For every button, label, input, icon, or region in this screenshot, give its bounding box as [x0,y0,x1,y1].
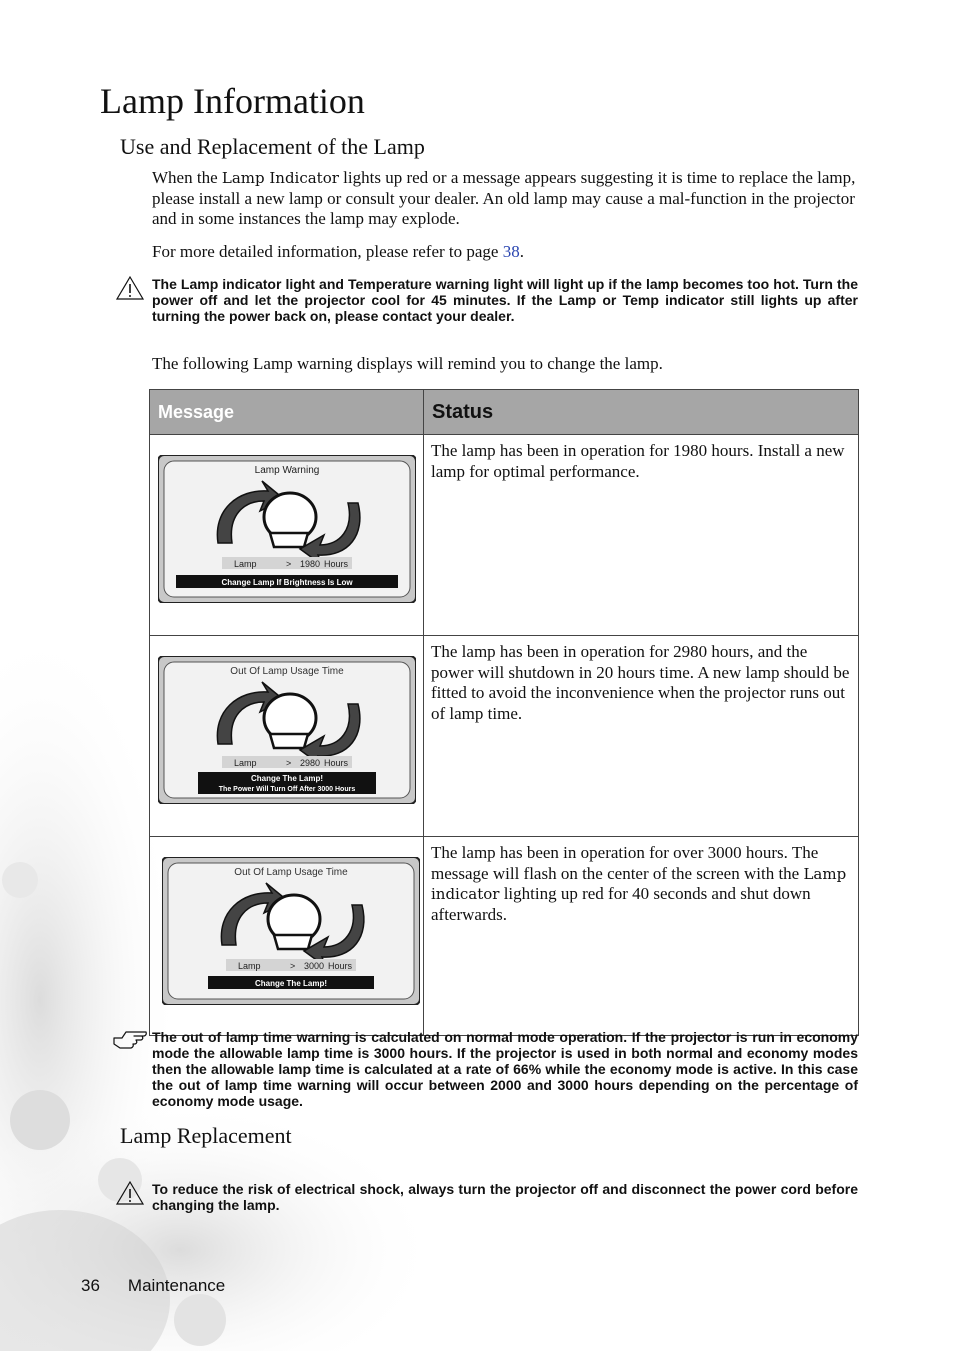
lamp-indicator-term: Lamp indicator [431,864,847,903]
message-cell [150,636,424,837]
intro-text-end: lights up red or a message appears suggesting it is time to replace the lamp, please install a new lamp or consult your dealer. An old lamp may cause a mal-function in the projector and in some instances the lamp may explode. [152,168,856,228]
screen-lamp-label: Lamp [238,961,261,971]
table-row [150,636,859,837]
refer-text: For more detailed information, please refer to page [152,242,503,261]
warning-triangle-icon [115,275,145,301]
screen-banner-line1: Change The Lamp! [250,774,324,783]
out-of-lamp-time-screenshot [158,656,416,804]
screen-hours-label: Hours [324,559,349,569]
refer-paragraph [152,242,858,263]
refer-text-end: . [519,242,524,261]
screen-hours-label: Hours [328,961,353,971]
screen-lamp-label: Lamp [234,559,257,569]
screen-hours-value: 3000 [304,961,325,971]
page-reference-link[interactable]: 38 [502,242,520,261]
warning-triangle-icon [115,1180,145,1206]
screen-title: Lamp Warning [254,465,320,476]
section-heading-use-replacement: Use and Replacement of the Lamp [120,134,425,159]
status-text: The lamp has been in operation for over 3000 hours. The message will flash on the center of the screen with the [431,843,819,883]
screen-hours-value: 2980 [300,758,321,768]
status-cell [424,636,859,837]
status-text-end: lighting up red for 40 seconds and shut down afterwards. [431,884,811,924]
page-footer [81,1276,253,1296]
lamp-warning-table [149,389,859,1036]
table-intro-paragraph: The following Lamp warning displays will remind you to change the lamp. [152,354,663,373]
screen-hours-value: 1980 [300,559,321,569]
screen-hours-label: Hours [324,758,349,768]
status-text: The lamp has been in operation for 1980 hours. Install a new lamp for optimal performance. [431,441,845,481]
table-row [150,837,859,1036]
page-title: Lamp Information [100,81,365,121]
screen-banner-line2: The Power Will Turn Off After 3000 Hours [218,786,356,793]
status-cell [424,837,859,1036]
screen-banner: Change The Lamp! [254,979,328,988]
table-row [150,435,859,636]
note-hand-icon [112,1028,148,1050]
header-status: Status [424,390,859,435]
screen-title: Out Of Lamp Usage Time [230,666,344,677]
intro-text-start: When the [152,168,222,187]
message-cell [150,435,424,636]
header-message: Message [150,390,424,435]
intro-paragraph [152,168,858,230]
status-cell [424,435,859,636]
table-header-row [150,390,859,435]
economy-mode-note: The out of lamp time warning is calculated on normal mode operation. If the projector is run in economy mode the allowable lamp time is 3000 hours. If the projector is used in both normal and economy modes then the allowable lamp time is calculated at a rate of 66% while the economy mode is active. In this case the out of lamp time warning will occur between 2000 and 3000 hours depending on the percentage of economy mode usage. [152,1029,858,1109]
temperature-warning-note: The Lamp indicator light and Temperature warning light will light up if the lamp becomes too hot. Turn the power off and let the projector cool for 45 minutes. If the Lamp or Temp indicator still lights up after turning the power back on, please contact your dealer. [152,276,858,324]
lamp-warning-screenshot [158,455,416,603]
screen-title: Out Of Lamp Usage Time [234,867,348,878]
footer-section-name: Maintenance [127,1276,226,1295]
lamp-time-exceeded-screenshot [162,857,420,1005]
page-number: 36 [81,1276,100,1295]
status-text: The lamp has been in operation for 2980 hours, and the power will shutdown in 20 hours time. A new lamp should be fitted to avoid the inconvenience when the projector runs out of lamp time. [431,642,850,723]
message-cell [150,837,424,1036]
screen-arrow: > [290,961,296,971]
screen-arrow: > [286,559,292,569]
lamp-indicator-term: Lamp Indicator [221,169,339,187]
screen-arrow: > [286,758,292,768]
electrical-shock-warning: To reduce the risk of electrical shock, always turn the projector off and disconnect the power cord before changing the lamp. [152,1181,858,1213]
section-heading-lamp-replacement: Lamp Replacement [120,1123,292,1148]
screen-lamp-label: Lamp [234,758,257,768]
screen-banner: Change Lamp If Brightness Is Low [221,578,353,587]
